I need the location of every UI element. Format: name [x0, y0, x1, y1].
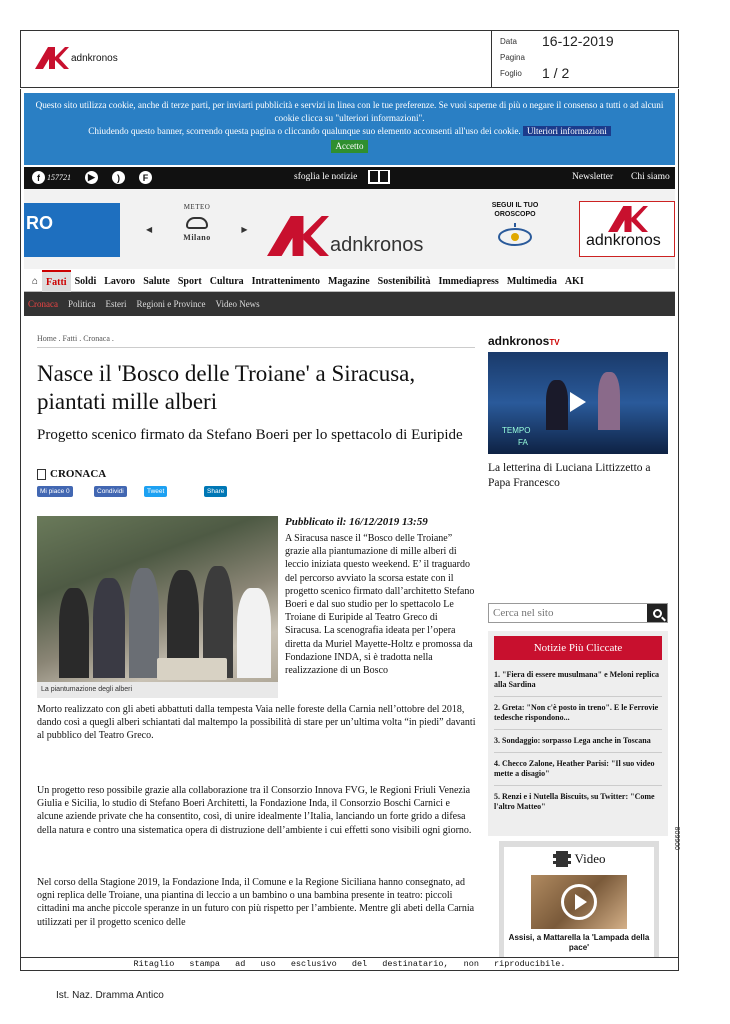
nav-item-magazine[interactable]: Magazine [328, 275, 370, 287]
oroscopo-label: SEGUI IL TUO OROSCOPO [491, 202, 539, 218]
home-icon[interactable]: ⌂ [32, 275, 39, 287]
photo-person-2 [93, 578, 125, 678]
main-logo[interactable] [267, 215, 423, 257]
masthead [24, 189, 675, 269]
nav-item-multimedia[interactable]: Multimedia [506, 275, 557, 287]
main-nav [24, 270, 675, 292]
sheet-value: 1 / 2 [542, 65, 570, 81]
date-label: Data [500, 37, 517, 46]
section-name: CRONACA [50, 468, 107, 480]
top-bar [24, 167, 675, 189]
clipping-footer: Ritaglio stampa ad uso esclusivo del destinatario, non riproducibile. [20, 957, 679, 971]
play-icon[interactable] [570, 392, 586, 412]
article-paragraph-3: Nel corso della Stagione 2019, la Fondazione Inda, il Comune e la Regione Siciliana hanno consegnato, ad ogni replica delle Troiane, una piantina di leccio a un bambino o una bambina presente in teatro: piccoli cittadini ma anche piccole speranze in un futuro con più rispetto per l’ambiente. Mentre gli abeti della Carnia utilizzati per il progetto scenico delle [37, 877, 475, 928]
published-date: Pubblicato il: 16/12/2019 13:59 [285, 516, 428, 528]
tv-presenter-2 [598, 372, 620, 430]
ad-right-logo-icon [608, 206, 648, 232]
film-icon [553, 851, 571, 867]
tv-presenter-1 [546, 380, 568, 430]
content-area [31, 326, 671, 958]
cloud-icon [186, 217, 208, 229]
article-paragraph-1a: A Siracusa nasce il “Bosco delle Troiane” grazie alla piantumazione di mille alberi di leccio iniziata questo weekend. E’ il traguardo del percorso avviato la scorsa estate con il progetto scenico firmato dall’architetto Stefano Boeri e dal suo studio per lo spettacolo Le Troiane di Euripide al Teatro Greco di Siracusa. La scenografia ideata per l’opera diretta da Muriel Mayette-Holtz e promossa da Fondazione INDA, si è tradotta nella realizzazione di un Bosco [285, 533, 475, 677]
cookie-banner [24, 93, 675, 165]
meteo-label: METEO [183, 203, 211, 211]
subnav-item-video-news[interactable]: Video News [215, 299, 260, 309]
adnkronos-tv[interactable] [488, 334, 668, 491]
facebook-share-button[interactable]: Condividi [94, 486, 127, 497]
youtube-icon[interactable]: ▶ [85, 171, 98, 184]
clipping-header [20, 30, 679, 88]
video-header [504, 851, 654, 867]
ad-banner-left[interactable]: RO [24, 203, 120, 257]
sub-nav [24, 292, 675, 316]
adnkronos-logo-icon [35, 47, 69, 69]
nav-item-soldi[interactable]: Soldi [74, 275, 97, 287]
oroscopo-widget[interactable] [480, 201, 550, 252]
video-thumbnail[interactable] [531, 875, 627, 929]
meteo-prev-icon[interactable]: ◀ [146, 225, 153, 234]
tv-overlay-text: TEMPO [502, 426, 531, 435]
article-paragraph-1b: Morto realizzato con gli abeti abbattuti dalla tempesta Vaia nelle foreste della Carnia nell’ottobre del 2018, dando così a quegli alberi schiantati dal maltempo la possibilità di stare per un’ultima volta “in piedi” davanti al pubblico del Teatro Greco. [37, 704, 476, 742]
side-code: 006608 [675, 826, 682, 850]
most-clicked-item[interactable]: 4. Checco Zalone, Heather Parisi: "Il suo video mette a disagio" [494, 753, 662, 786]
article-subtitle: Progetto scenico firmato da Stefano Boeri per lo spettacolo di Euripide [37, 427, 463, 443]
clipping-info [491, 31, 679, 87]
accept-cookies-button[interactable]: Accetto [331, 140, 369, 153]
meteo-widget[interactable] [142, 203, 252, 242]
search-button[interactable] [647, 604, 667, 622]
flipboard-icon[interactable]: F [139, 171, 152, 184]
nav-item-aki[interactable]: AKI [564, 275, 584, 287]
document-icon [37, 469, 46, 480]
tv-video-thumbnail[interactable] [488, 352, 668, 454]
chi-siamo-link[interactable]: Chi siamo [631, 172, 670, 182]
nav-item-salute[interactable]: Salute [143, 275, 170, 287]
cookie-text: Questo sito utilizza cookie, anche di terze parti, per inviarti pubblicità e servizi in linea con le tue preferenze. Se vuoi saperne di più o negare il consenso a tutti o ad alcuni cookie clicca su "ulteriori informazioni". [35, 100, 664, 123]
linkedin-share-button[interactable]: Share [204, 486, 227, 497]
rss-icon[interactable]: ) [112, 171, 125, 184]
subnav-item-esteri[interactable]: Esteri [105, 299, 127, 309]
main-logo-text: adnkronos [330, 234, 424, 256]
most-clicked-item[interactable]: 3. Sondaggio: sorpasso Lega anche in Toscana [494, 730, 662, 753]
ad-right-text: adnkronos [586, 232, 661, 249]
tv-caption[interactable]: La letterina di Luciana Littizzetto a Papa Francesco [488, 462, 651, 489]
page-label: Pagina [500, 53, 525, 62]
article-title: Nasce il 'Bosco delle Troiane' a Siracusa, piantati mille alberi [37, 361, 416, 414]
tv-logo-text: adnkronos [488, 334, 550, 348]
breadcrumb[interactable]: Home . Fatti . Cronaca . [37, 334, 475, 348]
nav-item-lavoro[interactable]: Lavoro [104, 275, 136, 287]
nav-item-cultura[interactable]: Cultura [209, 275, 244, 287]
site-search [488, 603, 668, 623]
photo-person-6 [237, 588, 271, 678]
video-title: Video [574, 851, 606, 866]
date-value: 16-12-2019 [542, 33, 614, 49]
subnav-item-politica[interactable]: Politica [67, 299, 96, 309]
most-clicked-item[interactable]: 1. "Fiera di essere musulmana" e Meloni replica alla Sardina [494, 664, 662, 697]
video-caption[interactable]: Assisi, a Mattarella la 'Lampada della pace' [508, 933, 650, 952]
web-page [20, 89, 679, 958]
most-clicked [488, 631, 668, 836]
photo-person-3 [129, 568, 159, 678]
meteo-city: Milano [183, 233, 211, 242]
social-links [32, 171, 152, 184]
tweet-button[interactable]: Tweet [144, 486, 167, 497]
nav-item-sostenibilita[interactable]: Sostenibilità [377, 275, 431, 287]
article-paragraph-2: Un progetto reso possibile grazie alla collaborazione tra il Consorzio Innova FVG, le Regioni Friuli Venezia Giulia e Sicilia, lo studio di Stefano Boeri Architetti, la Fondazione Inda, il Consorzio Boschi Carnici e alcune aziende private che ha consentito, così, di unire idealmente l’Italia, lanciando un forte grido a difesa della natura e contro una sistematica opera di distruzione dell’ambiente i cui effetti sono visibili ogni giorno. [37, 785, 472, 836]
meteo-next-icon[interactable]: ▶ [241, 225, 248, 234]
subnav-item-regioni[interactable]: Regioni e Province [136, 299, 206, 309]
search-icon [653, 609, 662, 618]
more-info-button[interactable]: Ulteriori informazioni [523, 126, 611, 136]
facebook-icon[interactable]: f [32, 171, 45, 184]
sfoglia-link[interactable]: sfoglia le notizie [294, 172, 358, 182]
tv-logo-suffix: TV [549, 338, 560, 347]
search-input[interactable] [489, 604, 647, 622]
adnkronos-main-logo-icon [267, 215, 329, 257]
photo-caption: La piantumazione degli alberi [37, 682, 278, 698]
source-label: Ist. Naz. Dramma Antico [56, 990, 164, 1001]
newsletter-link[interactable]: Newsletter [572, 172, 614, 182]
tv-overlay-text-2: FA [518, 438, 528, 447]
clipping-logo-text: adnkronos [71, 52, 118, 64]
article-photo[interactable] [37, 516, 278, 698]
nav-item-immediapress[interactable]: Immediapress [438, 275, 499, 287]
play-icon [575, 894, 587, 910]
photo-map [157, 658, 227, 680]
book-icon[interactable] [368, 170, 390, 184]
section-label[interactable] [37, 468, 106, 480]
nav-item-fatti[interactable]: Fatti [42, 270, 71, 292]
clipping-logo [35, 43, 118, 73]
sheet-label: Foglio [500, 69, 522, 78]
ad-banner-right[interactable] [579, 201, 675, 257]
tv-logo [488, 334, 668, 348]
nav-item-intrattenimento[interactable]: Intrattenimento [251, 275, 320, 287]
most-clicked-title: Notizie Più Cliccate [494, 636, 662, 660]
nav-item-sport[interactable]: Sport [177, 275, 202, 287]
cookie-text-2: Chiudendo questo banner, scorrendo questa pagina o cliccando qualunque suo elemento acconsenti all'uso dei cookie. [88, 126, 521, 136]
most-clicked-item[interactable]: 2. Greta: "Non c'è posto in treno". E le Ferrovie tedesche rispondono... [494, 697, 662, 730]
photo-person-1 [59, 588, 89, 678]
eye-icon [495, 223, 535, 249]
facebook-count: 157721 [47, 173, 71, 182]
most-clicked-item[interactable]: 5. Renzi e i Nutella Biscuits, su Twitter: "Come l'altro Matteo" [494, 792, 655, 811]
video-box [499, 841, 659, 958]
facebook-like-button[interactable]: Mi piace 0 [37, 486, 73, 497]
subnav-item-cronaca[interactable]: Cronaca [28, 299, 58, 309]
